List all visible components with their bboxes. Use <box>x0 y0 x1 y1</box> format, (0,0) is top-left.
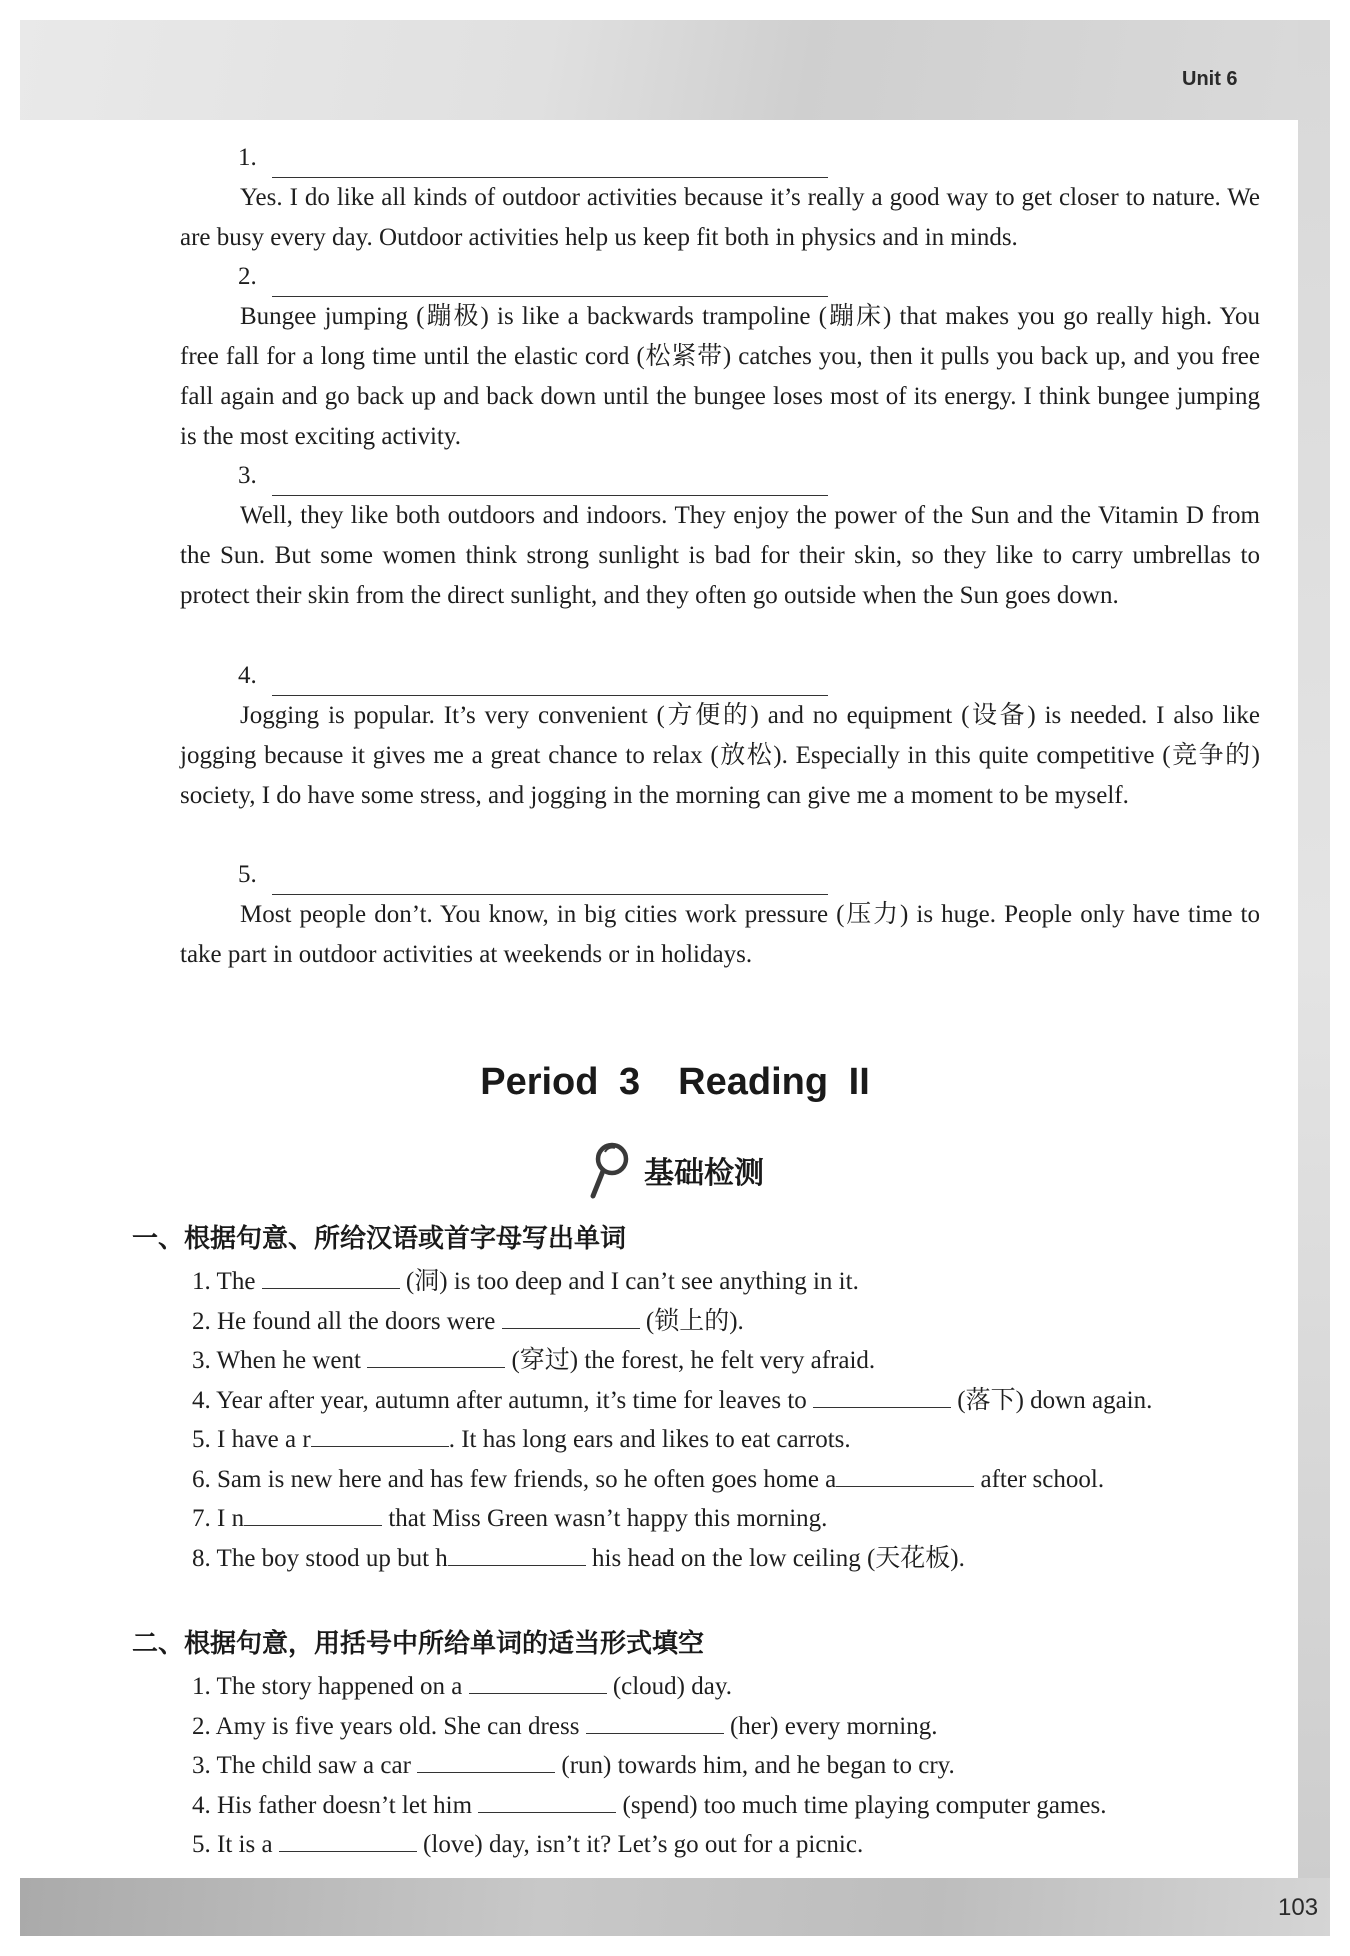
question-number: 5. <box>238 861 257 888</box>
section-header <box>0 1140 1350 1200</box>
exercise-item: 1. The story happened on a (cloud) day. <box>192 1667 1106 1707</box>
fill-blank[interactable] <box>367 1341 505 1368</box>
part-title: 二、根据句意，用括号中所给单词的适当形式填空 <box>132 1629 705 1659</box>
qa-item <box>180 855 1260 975</box>
exercise-item: 2. Amy is five years old. She can dress (her) every morning. <box>192 1707 1106 1747</box>
question-number: 1. <box>238 144 257 171</box>
question-number: 4. <box>238 662 257 689</box>
unit-label: Unit 6 <box>1182 68 1238 90</box>
exercise-item: 8. The boy stood up but h his head on the low ceiling (天花板). <box>192 1539 1152 1579</box>
exercise-item: 7. I n that Miss Green wasn’t happy this morning. <box>192 1499 1152 1539</box>
qa-item <box>180 656 1260 816</box>
exercise-item: 4. His father doesn’t let him (spend) too much time playing computer games. <box>192 1786 1106 1826</box>
answer-text: Yes. I do like all kinds of outdoor activities because it’s really a good way to get closer to nature. We are busy every day. Outdoor activities help us keep fit both in physics and in minds. <box>180 184 1260 251</box>
answer-blank[interactable] <box>272 264 828 297</box>
period-title: Period 3 Reading II <box>480 1061 870 1103</box>
exercise-list <box>192 1667 1106 1865</box>
magnifier-icon <box>586 1140 632 1200</box>
answer-blank[interactable] <box>272 663 828 696</box>
exercise-item: 5. I have a r . It has long ears and likes to eat carrots. <box>192 1420 1152 1460</box>
page-number: 103 <box>1278 1894 1319 1921</box>
exercise-item: 2. He found all the doors were (锁上的). <box>192 1302 1152 1342</box>
question-number: 3. <box>238 462 257 489</box>
fill-blank[interactable] <box>836 1460 974 1487</box>
question-number: 2. <box>238 263 257 290</box>
answer-text: Jogging is popular. It’s very convenient (方便的) and no equipment (设备) is needed. I also like jogging because it gives me a great chance to relax (放松). Especially in this quite competitive (竞争的) society, I do have some stress, and jogging in the morning can give me a moment to be myself. <box>180 702 1260 809</box>
exercise-item: 6. Sam is new here and has few friends, so he often goes home a after school. <box>192 1460 1152 1500</box>
fill-blank[interactable] <box>279 1825 417 1852</box>
fill-blank[interactable] <box>813 1381 951 1408</box>
answer-blank[interactable] <box>272 145 828 178</box>
exercise-item: 1. The (洞) is too deep and I can’t see anything in it. <box>192 1262 1152 1302</box>
fill-blank[interactable] <box>448 1539 586 1566</box>
fill-blank[interactable] <box>311 1420 449 1447</box>
fill-blank[interactable] <box>478 1786 616 1813</box>
fill-blank[interactable] <box>417 1746 555 1773</box>
fill-blank[interactable] <box>262 1262 400 1289</box>
qa-item <box>180 257 1260 457</box>
answer-blank[interactable] <box>272 862 828 895</box>
footer-band <box>20 1878 1330 1936</box>
qa-item <box>180 138 1260 258</box>
qa-item <box>180 456 1260 616</box>
right-band <box>1298 20 1330 1880</box>
fill-blank[interactable] <box>469 1667 607 1694</box>
exercise-list <box>192 1262 1152 1578</box>
part-title: 一、根据句意、所给汉语或首字母写出单词 <box>132 1224 627 1254</box>
answer-blank[interactable] <box>272 463 828 496</box>
exercise-item: 3. When he went (穿过) the forest, he felt very afraid. <box>192 1341 1152 1381</box>
answer-text: Well, they like both outdoors and indoors. They enjoy the power of the Sun and the Vitamin D from the Sun. But some women think strong sunlight is bad for their skin, so they like to carry umbrellas to protect their skin from the direct sunlight, and they often go outside when the Sun goes down. <box>180 502 1260 609</box>
header-band <box>20 20 1330 120</box>
fill-blank[interactable] <box>586 1707 724 1734</box>
answer-text: Most people don’t. You know, in big cities work pressure (压力) is huge. People only have time to take part in outdoor activities at weekends or in holidays. <box>180 901 1260 968</box>
fill-blank[interactable] <box>244 1499 382 1526</box>
fill-blank[interactable] <box>502 1302 640 1329</box>
exercise-item: 5. It is a (love) day, isn’t it? Let’s go out for a picnic. <box>192 1825 1106 1865</box>
section-label: 基础检测 <box>644 1156 764 1191</box>
exercise-item: 3. The child saw a car (run) towards him, and he began to cry. <box>192 1746 1106 1786</box>
answer-text: Bungee jumping (蹦极) is like a backwards trampoline (蹦床) that makes you go really high. You free fall for a long time until the elastic cord (松紧带) catches you, then it pulls you back up, and you free fall again and go back up and back down until the bungee loses most of its energy. I think bungee jumping is the most exciting activity. <box>180 303 1260 450</box>
exercise-item: 4. Year after year, autumn after autumn, it’s time for leaves to (落下) down again. <box>192 1381 1152 1421</box>
